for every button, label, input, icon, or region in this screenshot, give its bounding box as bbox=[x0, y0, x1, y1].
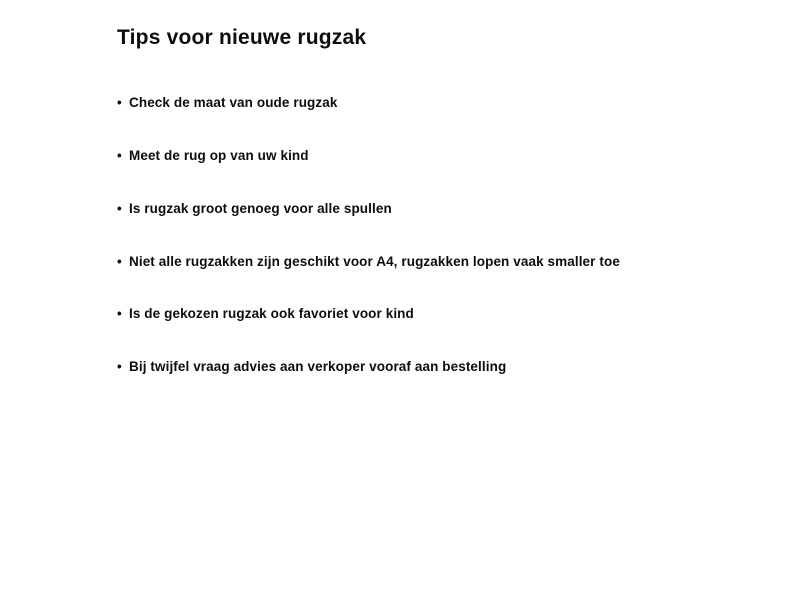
list-item: • Bij twijfel vraag advies aan verkoper vooraf aan bestelling bbox=[117, 360, 760, 375]
list-item: • Is rugzak groot genoeg voor alle spullen bbox=[117, 202, 760, 217]
list-item: • Check de maat van oude rugzak bbox=[117, 96, 760, 111]
list-item: • Niet alle rugzakken zijn geschikt voor A4, rugzakken lopen vaak smaller toe bbox=[117, 255, 760, 270]
page-title: Tips voor nieuwe rugzak bbox=[117, 26, 367, 49]
list-item: • Is de gekozen rugzak ook favoriet voor kind bbox=[117, 307, 760, 322]
bullet-list bbox=[117, 96, 760, 375]
list-item: • Meet de rug op van uw kind bbox=[117, 149, 760, 164]
